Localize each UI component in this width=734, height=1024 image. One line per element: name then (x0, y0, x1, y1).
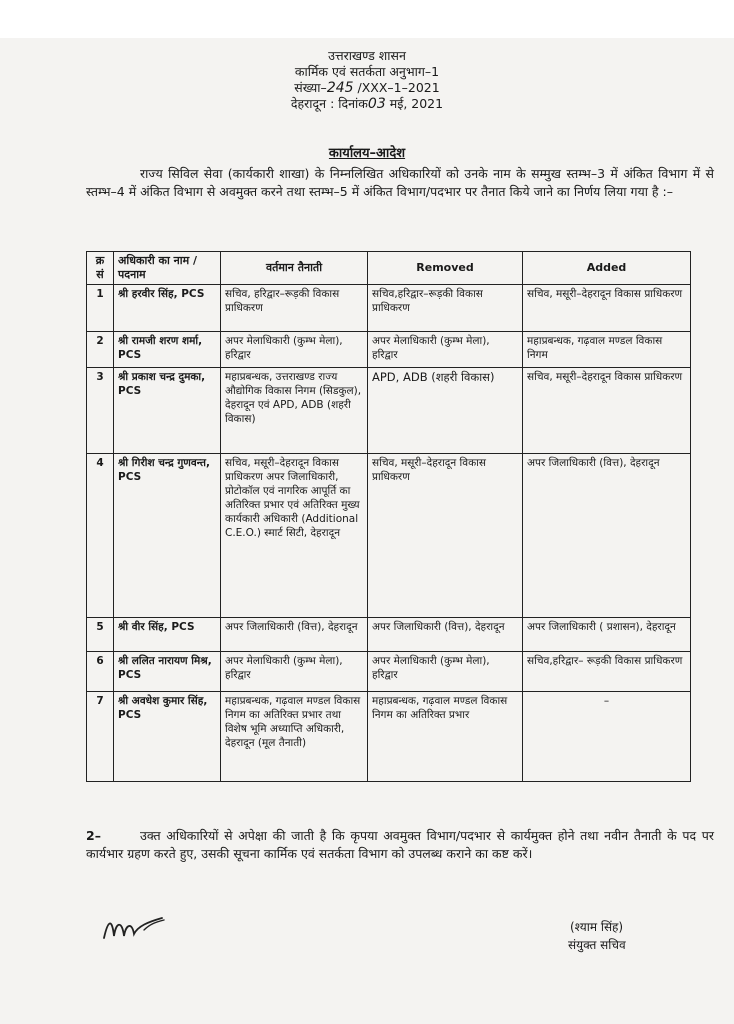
table-row (87, 332, 691, 368)
table-row (87, 285, 691, 332)
table-row (87, 618, 691, 652)
cell-current: अपर मेलाधिकारी (कुम्भ मेला), हरिद्वार (221, 652, 368, 692)
table-row (87, 368, 691, 454)
cell-name: श्री अवधेश कुमार सिंह, PCS (114, 692, 221, 782)
cell-sn: 4 (87, 454, 114, 618)
header-department: कार्मिक एवं सतर्कता अनुभाग–1 (294, 64, 440, 79)
cell-removed: अपर जिलाधिकारी (वित्त), देहरादून (368, 618, 523, 652)
cell-name: श्री प्रकाश चन्द्र दुमका, PCS (114, 368, 221, 454)
cell-sn: 7 (87, 692, 114, 782)
cell-sn: 3 (87, 368, 114, 454)
cell-added: सचिव, मसूरी–देहरादून विकास प्राधिकरण (523, 285, 691, 332)
cell-added: – (523, 692, 691, 782)
cell-name: श्री वीर सिंह, PCS (114, 618, 221, 652)
cell-current: सचिव, मसूरी–देहरादून विकास प्राधिकरण अपर जिलाधिकारी, प्रोटोकॉल एवं नागरिक आपूर्ति का अतिरिक्त प्रभार एवं अतिरिक्त मुख्य कार्यकारी अधिकारी (Additional C.E.O.) स्मार्ट सिटी, देहरादून (221, 454, 368, 618)
paragraph-2-number: 2– (86, 828, 101, 843)
cell-added: अपर जिलाधिकारी ( प्रशासन), देहरादून (523, 618, 691, 652)
header-reference-number: संख्या–245 /XXX–1–2021 (294, 80, 440, 96)
cell-removed: APD, ADB (शहरी विकास) (368, 368, 523, 454)
table-header-row (87, 252, 691, 285)
col-header-removed: Removed (368, 252, 523, 285)
cell-current: अपर जिलाधिकारी (वित्त), देहरादून (221, 618, 368, 652)
cell-added: सचिव, मसूरी–देहरादून विकास प्राधिकरण (523, 368, 691, 454)
cell-removed: सचिव, मसूरी–देहरादून विकास प्राधिकरण (368, 454, 523, 618)
cell-current: अपर मेलाधिकारी (कुम्भ मेला), हरिद्वार (221, 332, 368, 368)
cell-removed: अपर मेलाधिकारी (कुम्भ मेला), हरिद्वार (368, 652, 523, 692)
cell-name: श्री रामजी शरण शर्मा, PCS (114, 332, 221, 368)
handwritten-initials (100, 908, 170, 948)
col-header-name: अधिकारी का नाम /पदनाम (114, 252, 221, 285)
col-header-added: Added (523, 252, 691, 285)
table-row (87, 454, 691, 618)
cell-added: सचिव,हरिद्वार– रूड़की विकास प्राधिकरण (523, 652, 691, 692)
posting-table (86, 251, 691, 782)
cell-name: श्री गिरीश चन्द्र गुणवन्त, PCS (114, 454, 221, 618)
header-date: देहरादून : दिनांक03 मई, 2021 (290, 96, 444, 112)
cell-added: अपर जिलाधिकारी (वित्त), देहरादून (523, 454, 691, 618)
cell-name: श्री ललित नारायण मिश्र, PCS (114, 652, 221, 692)
intro-paragraph: राज्य सिविल सेवा (कार्यकारी शाखा) के निम्नलिखित अधिकारियों को उनके नाम के सम्मुख स्तम्भ–3 में अंकित विभाग में से स्तम्भ–4 में अंकित विभाग से अवमुक्त करने तथा स्तम्भ–5 में अंकित विभाग/पदभार पर तैनात किये जाने का निर्णय लिया गया है :– (86, 166, 714, 199)
cell-removed: अपर मेलाधिकारी (कुम्भ मेला), हरिद्वार (368, 332, 523, 368)
cell-sn: 6 (87, 652, 114, 692)
paragraph-2 (86, 827, 714, 862)
cell-current: महाप्रबन्धक, गढ़वाल मण्डल विकास निगम का अतिरिक्त प्रभार तथा विशेष भूमि अध्याप्ति अधिकारी, देहरादून (मूल तैनाती) (221, 692, 368, 782)
handwritten-number: 245 (326, 80, 354, 96)
office-order-title: कार्यालय–आदेश (328, 146, 406, 161)
paragraph-2-text: उक्त अधिकारियों से अपेक्षा की जाती है कि कृपया अवमुक्त विभाग/पदभार से कार्यमुक्त होने तथा नवीन तैनाती के पद पर कार्यभार ग्रहण करते हुए, उसकी सूचना कार्मिक एवं सतर्कता विभाग को उपलब्ध कराने का कष्ट करें। (86, 828, 714, 861)
signature-block (0, 890, 734, 970)
table-row (87, 692, 691, 782)
signatory-name: (श्याम सिंह) (570, 920, 624, 934)
cell-sn: 1 (87, 285, 114, 332)
signatory-designation: संयुक्त सचिव (568, 938, 626, 952)
cell-removed: सचिव,हरिद्वार–रूड़की विकास प्राधिकरण (368, 285, 523, 332)
table-row (87, 652, 691, 692)
cell-removed: महाप्रबन्धक, गढ़वाल मण्डल विकास निगम का अतिरिक्त प्रभार (368, 692, 523, 782)
header-government: उत्तराखण्ड शासन (328, 48, 406, 63)
col-header-current: वर्तमान तैनाती (221, 252, 368, 285)
handwritten-day: 03 (367, 96, 386, 112)
cell-sn: 5 (87, 618, 114, 652)
document-header (0, 48, 734, 112)
cell-current: महाप्रबन्धक, उत्तराखण्ड राज्य औद्योगिक विकास निगम (सिडकुल), देहरादून एवं APD, ADB (शहरी विकास) (221, 368, 368, 454)
cell-name: श्री हरवीर सिंह, PCS (114, 285, 221, 332)
cell-sn: 2 (87, 332, 114, 368)
cell-current: सचिव, हरिद्वार–रूड़की विकास प्राधिकरण (221, 285, 368, 332)
col-header-sn: क्र सं (87, 252, 114, 285)
cell-added: महाप्रबन्धक, गढ़वाल मण्डल विकास निगम (523, 332, 691, 368)
